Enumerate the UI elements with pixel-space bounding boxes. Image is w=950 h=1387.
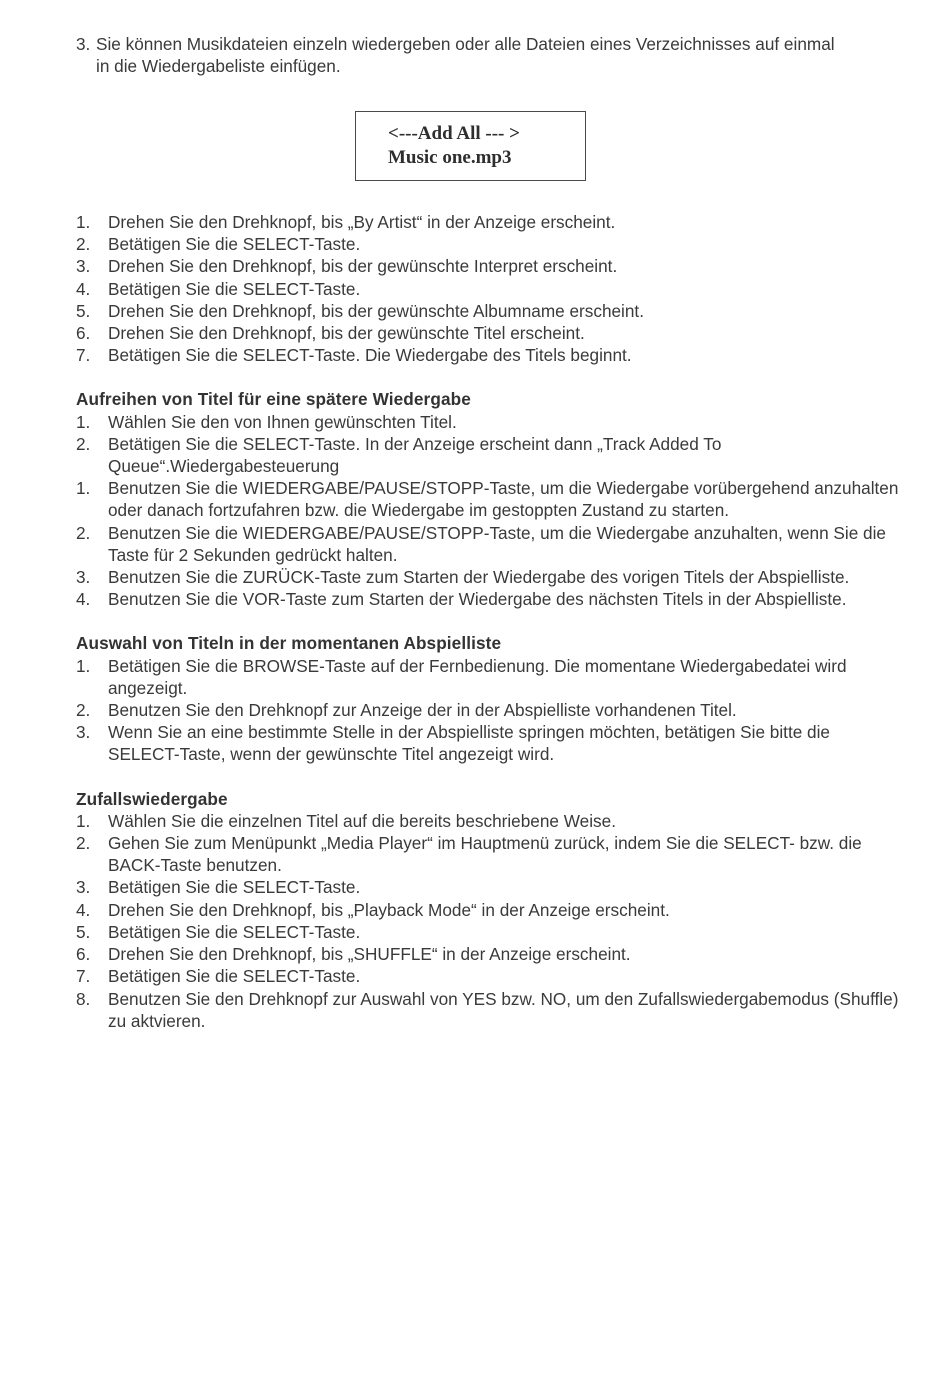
step-number: 4. <box>76 899 91 920</box>
step-text: Betätigen Sie die SELECT-Taste. <box>108 234 361 255</box>
step-text: Betätigen Sie die SELECT-Taste. <box>108 966 361 987</box>
section-by-artist <box>76 211 906 366</box>
step-number: 2. <box>76 433 91 454</box>
steps-queue-list <box>76 411 906 611</box>
list-item <box>76 433 906 477</box>
section-heading: Auswahl von Titeln in der momentanen Abspielliste <box>76 633 502 654</box>
step-number: 3. <box>76 722 91 743</box>
step-text: Drehen Sie den Drehknopf, bis „SHUFFLE“ in der Anzeige erscheint. <box>108 944 631 965</box>
intro-item <box>76 33 836 77</box>
step-text: Benutzen Sie die WIEDERGABE/PAUSE/STOPP-Taste, um die Wiedergabe anzuhalten, wenn Sie die Taste für 2 Sekunden gedrückt halten. <box>108 522 886 565</box>
display-screen-illustration <box>355 111 586 181</box>
display-line-1: <---Add All --- > <box>388 123 520 144</box>
step-text: Drehen Sie den Drehknopf, bis der gewünschte Albumname erscheint. <box>108 300 644 321</box>
step-number: 3. <box>76 256 91 277</box>
step-number: 4. <box>76 278 91 299</box>
step-text: Benutzen Sie die WIEDERGABE/PAUSE/STOPP-Taste, um die Wiedergabe vorübergehend anzuhalten oder danach fortzufahren bzw. die Wiedergabe im gestoppten Zustand zu starten. <box>108 478 899 521</box>
step-number: 1. <box>76 411 91 432</box>
step-text: Gehen Sie zum Menüpunkt „Media Player“ im Hauptmenü zurück, indem Sie die SELECT- bzw. die BACK-Taste benutzen. <box>108 833 862 876</box>
step-number: 7. <box>76 966 91 987</box>
list-item <box>76 988 906 1032</box>
list-item <box>76 278 906 300</box>
list-item <box>76 211 906 233</box>
list-item <box>76 943 906 965</box>
list-item <box>76 522 906 566</box>
section-queue <box>76 388 906 610</box>
step-number: 1. <box>76 212 91 232</box>
step-number: 1. <box>76 810 91 831</box>
list-item <box>76 255 906 277</box>
step-text: Wenn Sie an eine bestimmte Stelle in der Abspielliste springen möchten, betätigen Sie bitte die SELECT-Taste, wenn der gewünschte Titel angezeigt wird. <box>108 722 830 765</box>
list-item <box>76 411 906 433</box>
step-text: Betätigen Sie die SELECT-Taste. <box>108 921 361 942</box>
list-item <box>76 899 906 921</box>
step-number: 1. <box>76 655 91 676</box>
step-number: 7. <box>76 345 91 366</box>
step-text: Drehen Sie den Drehknopf, bis „By Artist“ in der Anzeige erscheint. <box>108 212 616 232</box>
steps-by-artist-list <box>76 211 906 366</box>
step-number: 5. <box>76 300 91 321</box>
step-text: Betätigen Sie die SELECT-Taste. <box>108 877 361 898</box>
section-playlist <box>76 632 906 765</box>
step-number: 6. <box>76 323 91 344</box>
step-text: Betätigen Sie die SELECT-Taste. <box>108 278 361 299</box>
step-number: 2. <box>76 833 91 854</box>
section-heading: Zufallswiedergabe <box>76 788 228 809</box>
list-item <box>76 699 906 721</box>
step-text: Drehen Sie den Drehknopf, bis der gewünschte Interpret erscheint. <box>108 256 618 277</box>
step-number: 2. <box>76 522 91 543</box>
step-text: Drehen Sie den Drehknopf, bis der gewünschte Titel erscheint. <box>108 323 585 344</box>
list-item <box>76 322 906 344</box>
list-item <box>76 477 906 521</box>
list-item <box>76 233 906 255</box>
step-text: Benutzen Sie die ZURÜCK-Taste zum Starten der Wiedergabe des vorigen Titels der Abspielliste. <box>108 567 850 588</box>
step-number: 2. <box>76 700 91 721</box>
step-number: 4. <box>76 589 91 610</box>
list-item <box>76 566 906 588</box>
list-item <box>76 876 906 898</box>
list-item <box>76 810 906 832</box>
step-text: Drehen Sie den Drehknopf, bis „Playback Mode“ in der Anzeige erscheint. <box>108 899 670 920</box>
step-text: Betätigen Sie die BROWSE-Taste auf der Fernbedienung. Die momentane Wiedergabedatei wird angezeigt. <box>108 655 847 698</box>
step-text: Benutzen Sie den Drehknopf zur Anzeige der in der Abspielliste vorhandenen Titel. <box>108 700 737 721</box>
step-text: Betätigen Sie die SELECT-Taste. In der Anzeige erscheint dann „Track Added To Queue“.Wiedergabesteuerung <box>108 433 722 477</box>
list-item <box>76 965 906 987</box>
step-number: 2. <box>76 234 91 255</box>
list-item <box>76 300 906 322</box>
list-item <box>76 921 906 943</box>
instructions-content <box>76 211 906 1032</box>
display-line-2: Music one.mp3 <box>388 147 512 168</box>
steps-shuffle-list <box>76 810 906 1032</box>
step-number: 5. <box>76 921 91 942</box>
step-text: Benutzen Sie den Drehknopf zur Auswahl von YES bzw. NO, um den Zufallswiedergabemodus (Shuffle) zu aktvieren. <box>108 988 899 1031</box>
list-item <box>76 655 906 699</box>
step-text: Betätigen Sie die SELECT-Taste. Die Wiedergabe des Titels beginnt. <box>108 345 632 366</box>
list-item <box>76 344 906 366</box>
step-number: 3. <box>76 877 91 898</box>
step-text: Wählen Sie die einzelnen Titel auf die bereits beschriebene Weise. <box>108 810 616 831</box>
step-number: 8. <box>76 988 91 1009</box>
intro-paragraph <box>76 33 836 77</box>
step-number: 6. <box>76 944 91 965</box>
step-number: 1. <box>76 478 91 499</box>
list-item <box>76 721 906 765</box>
step-number: 3. <box>76 567 91 588</box>
list-item <box>76 588 906 610</box>
intro-text: Sie können Musikdateien einzeln wiedergeben oder alle Dateien eines Verzeichnisses auf einmal in die Wiedergabeliste einfügen. <box>96 34 835 77</box>
section-shuffle <box>76 788 906 1032</box>
steps-playlist-list <box>76 655 906 766</box>
step-text: Benutzen Sie die VOR-Taste zum Starten der Wiedergabe des nächsten Titels in der Abspielliste. <box>108 589 847 610</box>
list-item <box>76 832 906 876</box>
intro-number: 3. <box>76 34 91 54</box>
section-heading: Aufreihen von Titel für eine spätere Wiedergabe <box>76 389 471 410</box>
step-text: Wählen Sie den von Ihnen gewünschten Titel. <box>108 411 457 432</box>
